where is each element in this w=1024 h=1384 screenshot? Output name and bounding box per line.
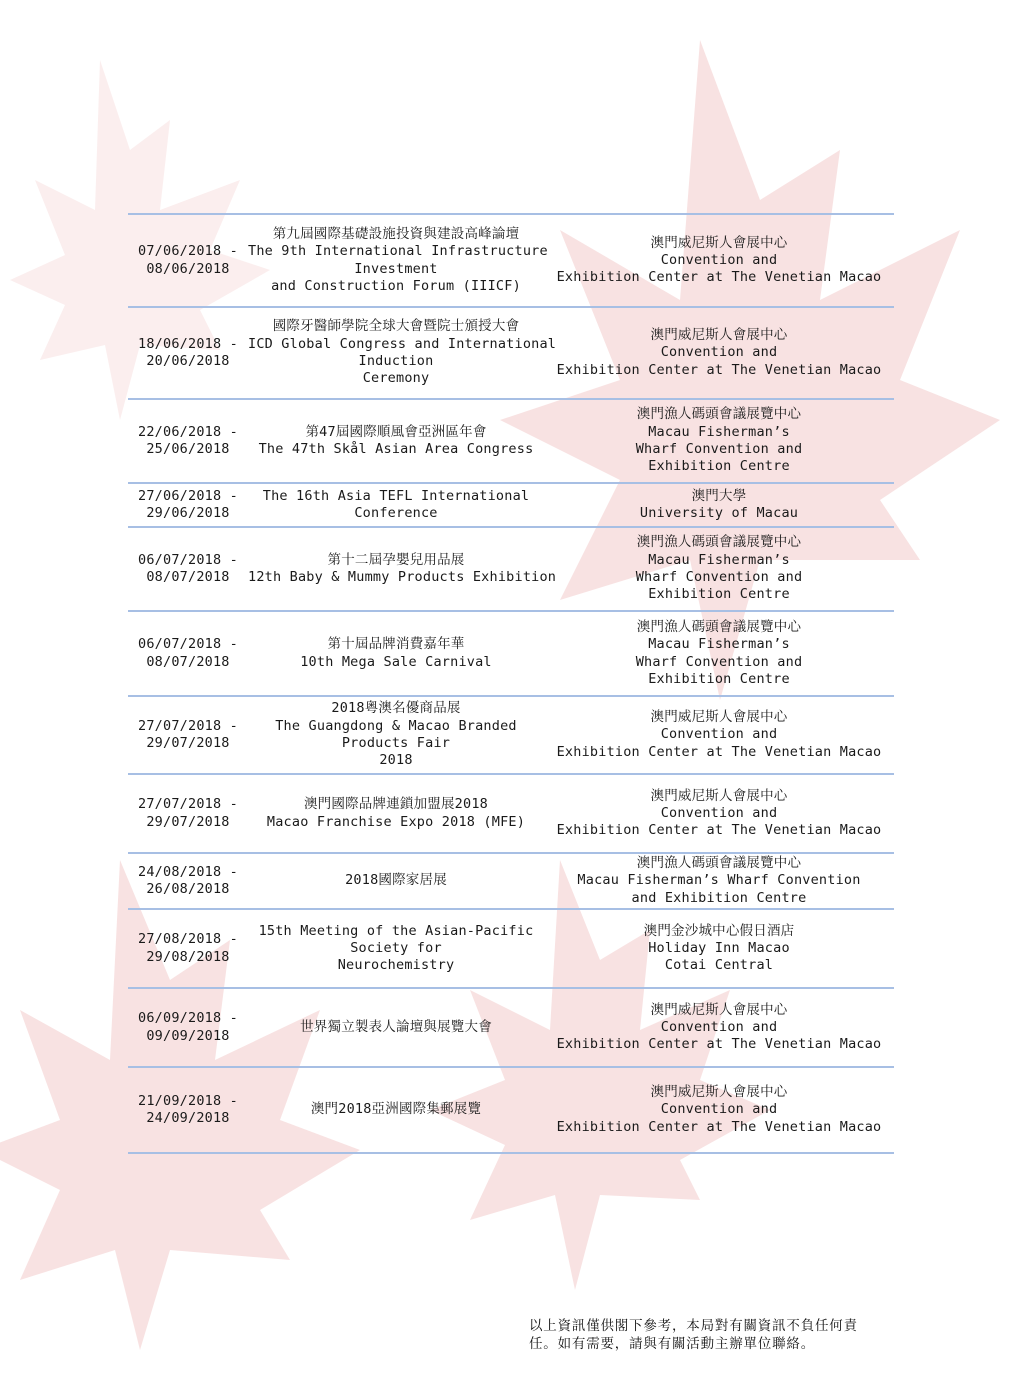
event-cell	[248, 636, 544, 671]
event-line: Ceremony	[362, 370, 430, 387]
date-line: 08/07/2018	[146, 569, 230, 585]
venue-cell	[544, 709, 894, 761]
date-line: 29/07/2018	[146, 813, 230, 830]
venue-line: Convention and	[660, 726, 778, 743]
date-line: 29/07/2018	[146, 735, 230, 751]
date-line: 24/09/2018	[146, 1110, 230, 1126]
date-line: 08/06/2018	[146, 260, 230, 277]
date-cell	[128, 243, 248, 278]
date-cell	[128, 552, 248, 587]
event-cell	[248, 424, 544, 459]
venue-line: Exhibition Center at The Venetian Macao	[556, 1036, 882, 1053]
venue-line: 澳門威尼斯人會展中心	[650, 709, 788, 726]
event-cell	[248, 551, 557, 587]
venue-line: Wharf Convention and	[635, 441, 803, 457]
venue-line: 澳門漁人碼頭會議展覽中心	[636, 618, 802, 635]
event-line: The 9th International Infrastructure	[248, 243, 548, 260]
event-row	[128, 695, 894, 773]
disclaimer-line: 任。如有需要，請與有關活動主辦單位聯絡。	[529, 1336, 815, 1352]
event-line: 第47屆國際順風會亞洲區年會	[305, 423, 487, 440]
event-line: Macao Franchise Expo 2018 (MFE)	[266, 813, 526, 830]
event-cell	[248, 488, 544, 523]
event-cell	[248, 872, 544, 889]
date-cell	[128, 864, 248, 899]
date-line: 06/09/2018 -	[138, 1010, 238, 1027]
venue-line: Cotai Central	[664, 957, 774, 974]
date-line: 24/08/2018 -	[138, 863, 238, 880]
date-line: 21/09/2018 -	[138, 1092, 238, 1109]
event-line: 2018國際家居展	[345, 872, 447, 889]
event-line: 第九屆國際基礎設施投資與建設高峰論壇	[272, 225, 520, 242]
event-row	[128, 610, 894, 695]
event-cell	[248, 700, 544, 769]
event-line: 世界獨立製表人論壇與展覽大會	[300, 1018, 492, 1035]
date-line: 08/07/2018	[146, 653, 230, 670]
date-line: 06/07/2018 -	[138, 636, 238, 653]
event-line: Neurochemistry	[337, 957, 455, 974]
event-line: The Guangdong & Macao Branded	[275, 717, 517, 734]
venue-line: Exhibition Center at The Venetian Macao	[556, 822, 882, 839]
event-row	[128, 398, 894, 482]
venue-line: 澳門漁人碼頭會議展覽中心	[636, 406, 802, 423]
event-line: 12th Baby & Mummy Products Exhibition	[248, 569, 557, 585]
date-cell	[128, 796, 248, 831]
venue-line: Holiday Inn Macao	[648, 939, 790, 956]
event-line: Conference	[354, 505, 438, 521]
date-line: 29/06/2018	[146, 505, 230, 521]
venue-line: 澳門大學	[691, 487, 747, 504]
event-line: 國際牙醫師學院全球大會暨院士頒授大會	[272, 318, 520, 335]
event-line: The 16th Asia TEFL International	[262, 487, 530, 504]
venue-line: Exhibition Centre	[648, 586, 790, 603]
date-cell	[128, 1010, 248, 1045]
date-cell	[128, 636, 248, 671]
venue-line: 澳門威尼斯人會展中心	[650, 1001, 788, 1018]
venue-line: Convention and	[660, 804, 778, 821]
venue-cell	[544, 534, 894, 603]
date-line: 29/08/2018	[146, 948, 230, 965]
event-line: and Construction Forum (IIICF)	[271, 277, 521, 294]
event-row	[128, 213, 894, 306]
venue-line: and Exhibition Centre	[631, 889, 807, 906]
venue-line: 澳門漁人碼頭會議展覽中心	[636, 534, 802, 551]
venue-cell	[544, 1002, 894, 1054]
event-line: 第十屆品牌消費嘉年華	[327, 636, 465, 653]
event-row	[128, 908, 894, 987]
venue-cell	[544, 855, 894, 907]
venue-line: Macau Fisherman’s	[648, 636, 790, 653]
events-table	[128, 213, 894, 1154]
event-row	[128, 987, 894, 1066]
venue-line: 澳門威尼斯人會展中心	[650, 327, 788, 344]
event-line: 澳門國際品牌連鎖加盟展2018	[303, 796, 488, 813]
venue-line: University of Macau	[639, 505, 799, 521]
date-line: 27/07/2018 -	[138, 717, 238, 734]
date-cell	[128, 488, 248, 523]
venue-line: Convention and	[660, 344, 778, 361]
event-row	[128, 482, 894, 526]
date-cell	[128, 336, 248, 371]
event-line: Products Fair	[341, 735, 451, 751]
date-line: 09/09/2018	[146, 1027, 230, 1044]
venue-line: Exhibition Center at The Venetian Macao	[556, 743, 882, 760]
venue-line: Exhibition Centre	[648, 670, 790, 687]
venue-line: 澳門漁人碼頭會議展覽中心	[636, 855, 802, 872]
event-line: 澳門2018亞洲國際集郵展覽	[310, 1101, 482, 1118]
venue-cell	[544, 488, 894, 523]
venue-line: Exhibition Center at The Venetian Macao	[556, 1118, 882, 1135]
date-line: 27/06/2018 -	[138, 487, 238, 504]
date-line: 20/06/2018	[146, 353, 230, 369]
date-cell	[128, 1093, 248, 1128]
event-cell	[248, 796, 544, 831]
event-row	[128, 852, 894, 908]
event-row	[128, 306, 894, 398]
venue-line: Wharf Convention and	[635, 569, 803, 585]
event-row	[128, 526, 894, 610]
event-line: The 47th Skål Asian Area Congress	[258, 441, 534, 457]
event-cell	[248, 318, 557, 387]
venue-cell	[544, 235, 894, 287]
venue-line: Wharf Convention and	[635, 653, 803, 670]
venue-line: Exhibition Center at The Venetian Macao	[556, 361, 882, 378]
venue-line: Macau Fisherman’s Wharf Convention	[577, 872, 861, 889]
disclaimer-note	[529, 1317, 909, 1353]
venue-cell	[544, 1084, 894, 1136]
event-line: 15th Meeting of the Asian-Pacific	[258, 922, 534, 939]
venue-line: Exhibition Centre	[648, 458, 790, 475]
event-cell	[248, 1019, 544, 1036]
event-line: ICD Global Congress and International	[248, 335, 557, 352]
event-cell	[248, 923, 544, 975]
venue-line: Convention and	[660, 1018, 778, 1035]
venue-line: Macau Fisherman’s	[648, 551, 790, 568]
disclaimer-line: 以上資訊僅供閣下參考，本局對有關資訊不負任何責	[529, 1318, 858, 1334]
event-line: 2018	[379, 752, 413, 769]
event-row	[128, 1066, 894, 1154]
venue-line: 澳門金沙城中心假日酒店	[643, 922, 795, 939]
event-cell	[248, 1101, 544, 1118]
date-cell	[128, 718, 248, 753]
venue-line: Macau Fisherman’s	[648, 423, 790, 440]
venue-line: Convention and	[660, 251, 778, 268]
venue-cell	[544, 923, 894, 975]
event-line: Society for	[350, 939, 442, 956]
event-cell	[248, 225, 548, 295]
date-line: 26/08/2018	[146, 881, 230, 897]
venue-line: Convention and	[660, 1101, 778, 1118]
event-line: 2018粵澳名優商品展	[331, 700, 461, 717]
venue-cell	[544, 619, 894, 688]
venue-line: 澳門威尼斯人會展中心	[650, 234, 788, 251]
event-line: Induction	[358, 353, 434, 369]
event-line: 第十二屆孕嬰兒用品展	[327, 551, 465, 568]
date-cell	[128, 931, 248, 966]
date-line: 06/07/2018 -	[138, 551, 238, 568]
event-line: 10th Mega Sale Carnival	[300, 653, 492, 670]
event-row	[128, 773, 894, 852]
date-line: 22/06/2018 -	[138, 423, 238, 440]
date-line: 25/06/2018	[146, 441, 230, 457]
date-line: 07/06/2018 -	[138, 243, 238, 260]
venue-line: Exhibition Center at The Venetian Macao	[556, 269, 882, 286]
venue-cell	[544, 788, 894, 840]
date-line: 18/06/2018 -	[138, 335, 238, 352]
date-line: 27/07/2018 -	[138, 796, 238, 813]
venue-cell	[544, 327, 894, 379]
date-cell	[128, 424, 248, 459]
event-line: Investment	[354, 260, 438, 277]
venue-line: 澳門威尼斯人會展中心	[650, 787, 788, 804]
venue-cell	[544, 406, 894, 475]
date-line: 27/08/2018 -	[138, 931, 238, 948]
venue-line: 澳門威尼斯人會展中心	[650, 1084, 788, 1101]
